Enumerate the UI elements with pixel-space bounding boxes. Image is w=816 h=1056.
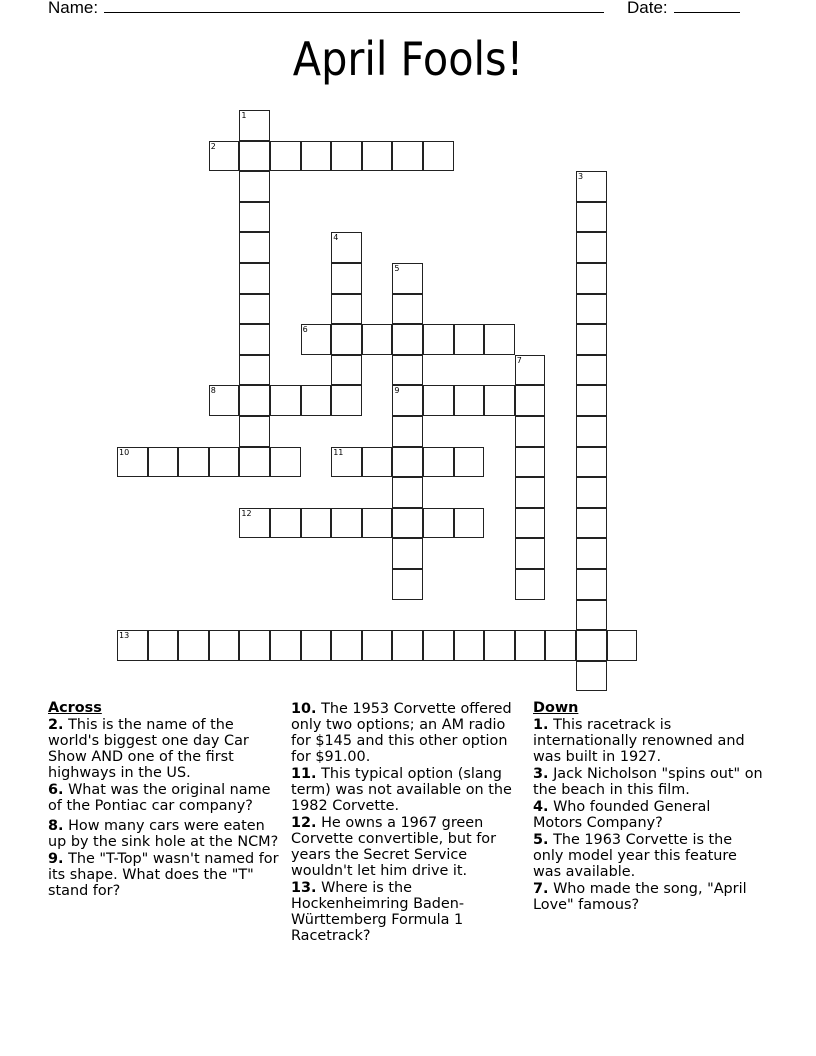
grid-cell[interactable] [392, 141, 423, 172]
grid-cell[interactable] [576, 324, 607, 355]
grid-cell[interactable] [392, 447, 423, 478]
grid-cell[interactable] [515, 416, 546, 447]
grid-cell[interactable] [576, 447, 607, 478]
grid-cell[interactable] [270, 385, 301, 416]
clue-across-12: 12. He owns a 1967 green Corvette convertible, but for years the Secret Service wouldn't let him drive it. [291, 815, 497, 879]
grid-cell[interactable] [607, 630, 638, 661]
grid-cell[interactable] [576, 171, 607, 202]
grid-cell[interactable] [454, 447, 485, 478]
grid-cell[interactable] [392, 263, 423, 294]
grid-cell[interactable] [239, 202, 270, 233]
grid-cell[interactable] [331, 263, 362, 294]
date-label: Date: [627, 0, 668, 17]
grid-cell[interactable] [239, 416, 270, 447]
grid-cell[interactable] [576, 232, 607, 263]
grid-cell[interactable] [362, 508, 393, 539]
crossword-grid [117, 110, 677, 710]
clue-across-6: 6. What was the original name of the Pontiac car company? [48, 782, 271, 814]
grid-cell[interactable] [392, 385, 423, 416]
worksheet-header [48, 0, 748, 22]
clue-across-9: 9. The "T-Top" wasn't named for its shape. What does the "T" stand for? [48, 851, 279, 899]
grid-cell[interactable] [392, 355, 423, 386]
grid-cell[interactable] [178, 447, 209, 478]
grid-cell[interactable] [515, 569, 546, 600]
clue-number: 5 [394, 264, 400, 273]
clue-number: 11 [333, 447, 344, 457]
clue-number: 13 [119, 631, 130, 641]
grid-cell[interactable] [392, 294, 423, 325]
grid-cell[interactable] [576, 477, 607, 508]
grid-cell[interactable] [392, 477, 423, 508]
name-field[interactable] [48, 0, 604, 18]
grid-cell[interactable] [362, 630, 393, 661]
clue-across-11: 11. This typical option (slang term) was not available on the 1982 Corvette. [291, 766, 512, 814]
grid-cell[interactable] [576, 416, 607, 447]
grid-cell[interactable] [331, 630, 362, 661]
down-clues-column [533, 700, 763, 914]
grid-cell[interactable] [515, 447, 546, 478]
grid-cell[interactable] [239, 232, 270, 263]
grid-cell[interactable] [239, 263, 270, 294]
grid-cell[interactable] [515, 508, 546, 539]
grid-cell[interactable] [301, 141, 332, 172]
grid-cell[interactable] [209, 141, 240, 172]
clue-number: 8 [210, 386, 216, 396]
grid-cell[interactable] [515, 355, 546, 386]
grid-cell[interactable] [576, 661, 607, 692]
grid-cell[interactable] [576, 508, 607, 539]
grid-cell[interactable] [301, 324, 332, 355]
across-clues-column-1 [48, 700, 286, 900]
grid-cell[interactable] [331, 355, 362, 386]
grid-cell[interactable] [209, 385, 240, 416]
grid-cell[interactable] [239, 141, 270, 172]
grid-cell[interactable] [270, 141, 301, 172]
clue-down-7: 7. Who made the song, "April Love" famous? [533, 881, 747, 913]
clue-across-10: 10. The 1953 Corvette offered only two options; an AM radio for $145 and this other option for $91.00. [291, 701, 512, 765]
grid-cell[interactable] [576, 569, 607, 600]
grid-cell[interactable] [239, 294, 270, 325]
clue-across-8: 8. How many cars were eaten up by the sink hole at the NCM? [48, 818, 279, 850]
clue-across-2: 2. This is the name of the world's biggest one day Car Show AND one of the first highways in the US. [48, 717, 249, 781]
grid-cell[interactable] [484, 324, 515, 355]
grid-cell[interactable] [576, 385, 607, 416]
clue-down-5: 5. The 1963 Corvette is the only model year this feature was available. [533, 832, 737, 880]
grid-cell[interactable] [239, 508, 270, 539]
grid-cell[interactable] [576, 263, 607, 294]
down-heading: Down [533, 700, 579, 716]
grid-cell[interactable] [423, 385, 454, 416]
grid-cell[interactable] [423, 630, 454, 661]
grid-cell[interactable] [331, 232, 362, 263]
grid-cell[interactable] [454, 385, 485, 416]
grid-cell[interactable] [362, 447, 393, 478]
grid-cell[interactable] [392, 324, 423, 355]
grid-cell[interactable] [148, 630, 179, 661]
date-blank-line[interactable] [674, 0, 740, 13]
grid-cell[interactable] [392, 569, 423, 600]
clue-down-1: 1. This racetrack is internationally renowned and was built in 1927. [533, 717, 745, 765]
across-clues-column-2 [291, 701, 527, 945]
grid-cell[interactable] [239, 385, 270, 416]
clue-number: 9 [394, 386, 400, 396]
grid-cell[interactable] [576, 202, 607, 233]
grid-cell[interactable] [392, 416, 423, 447]
grid-cell[interactable] [423, 324, 454, 355]
grid-cell[interactable] [515, 385, 546, 416]
grid-cell[interactable] [484, 630, 515, 661]
clue-number: 3 [578, 172, 584, 182]
clue-down-4: 4. Who founded General Motors Company? [533, 799, 711, 831]
clue-number: 7 [516, 355, 522, 365]
grid-cell[interactable] [301, 508, 332, 539]
grid-cell[interactable] [392, 508, 423, 539]
clue-number: 2 [210, 141, 216, 151]
grid-cell[interactable] [239, 324, 270, 355]
grid-cell[interactable] [270, 508, 301, 539]
across-heading: Across [48, 700, 102, 716]
grid-cell[interactable] [178, 630, 209, 661]
grid-cell[interactable] [331, 447, 362, 478]
grid-cell[interactable] [239, 355, 270, 386]
clue-number: 4 [333, 233, 339, 243]
grid-cell[interactable] [117, 630, 148, 661]
grid-cell[interactable] [454, 630, 485, 661]
grid-cell[interactable] [576, 600, 607, 631]
grid-cell[interactable] [239, 110, 270, 141]
grid-cell[interactable] [331, 324, 362, 355]
grid-cell[interactable] [270, 630, 301, 661]
grid-cell[interactable] [239, 630, 270, 661]
grid-cell[interactable] [270, 447, 301, 478]
grid-cell[interactable] [362, 324, 393, 355]
grid-cell[interactable] [484, 385, 515, 416]
name-label: Name: [48, 0, 99, 17]
grid-cell[interactable] [576, 630, 607, 661]
clue-down-3: 3. Jack Nicholson "spins out" on the beach in this film. [533, 766, 763, 798]
grid-cell[interactable] [423, 447, 454, 478]
grid-cell[interactable] [454, 508, 485, 539]
clue-across-13: 13. Where is the Hockenheimring Baden-Württemberg Formula 1 Racetrack? [291, 880, 465, 944]
clue-number: 12 [241, 508, 252, 518]
grid-cell[interactable] [239, 447, 270, 478]
grid-cell[interactable] [209, 630, 240, 661]
clue-number: 1 [241, 111, 247, 120]
page-title: April Fools! [292, 32, 524, 86]
grid-cell[interactable] [362, 141, 393, 172]
grid-cell[interactable] [392, 538, 423, 569]
clue-number: 6 [302, 325, 308, 335]
grid-cell[interactable] [515, 477, 546, 508]
grid-cell[interactable] [209, 447, 240, 478]
grid-cell[interactable] [331, 141, 362, 172]
grid-cell[interactable] [117, 447, 148, 478]
grid-cell[interactable] [576, 355, 607, 386]
grid-cell[interactable] [545, 630, 576, 661]
date-field[interactable] [627, 0, 740, 18]
grid-cell[interactable] [331, 294, 362, 325]
grid-cell[interactable] [148, 447, 179, 478]
grid-cell[interactable] [331, 508, 362, 539]
grid-cell[interactable] [423, 508, 454, 539]
grid-cell[interactable] [423, 141, 454, 172]
name-blank-line[interactable] [104, 0, 604, 13]
grid-cell[interactable] [301, 630, 332, 661]
grid-cell[interactable] [515, 538, 546, 569]
grid-cell[interactable] [331, 385, 362, 416]
grid-cell[interactable] [392, 630, 423, 661]
grid-cell[interactable] [576, 294, 607, 325]
grid-cell[interactable] [239, 171, 270, 202]
grid-cell[interactable] [301, 385, 332, 416]
clue-number: 10 [119, 447, 130, 457]
grid-cell[interactable] [576, 538, 607, 569]
grid-cell[interactable] [515, 630, 546, 661]
grid-cell[interactable] [454, 324, 485, 355]
